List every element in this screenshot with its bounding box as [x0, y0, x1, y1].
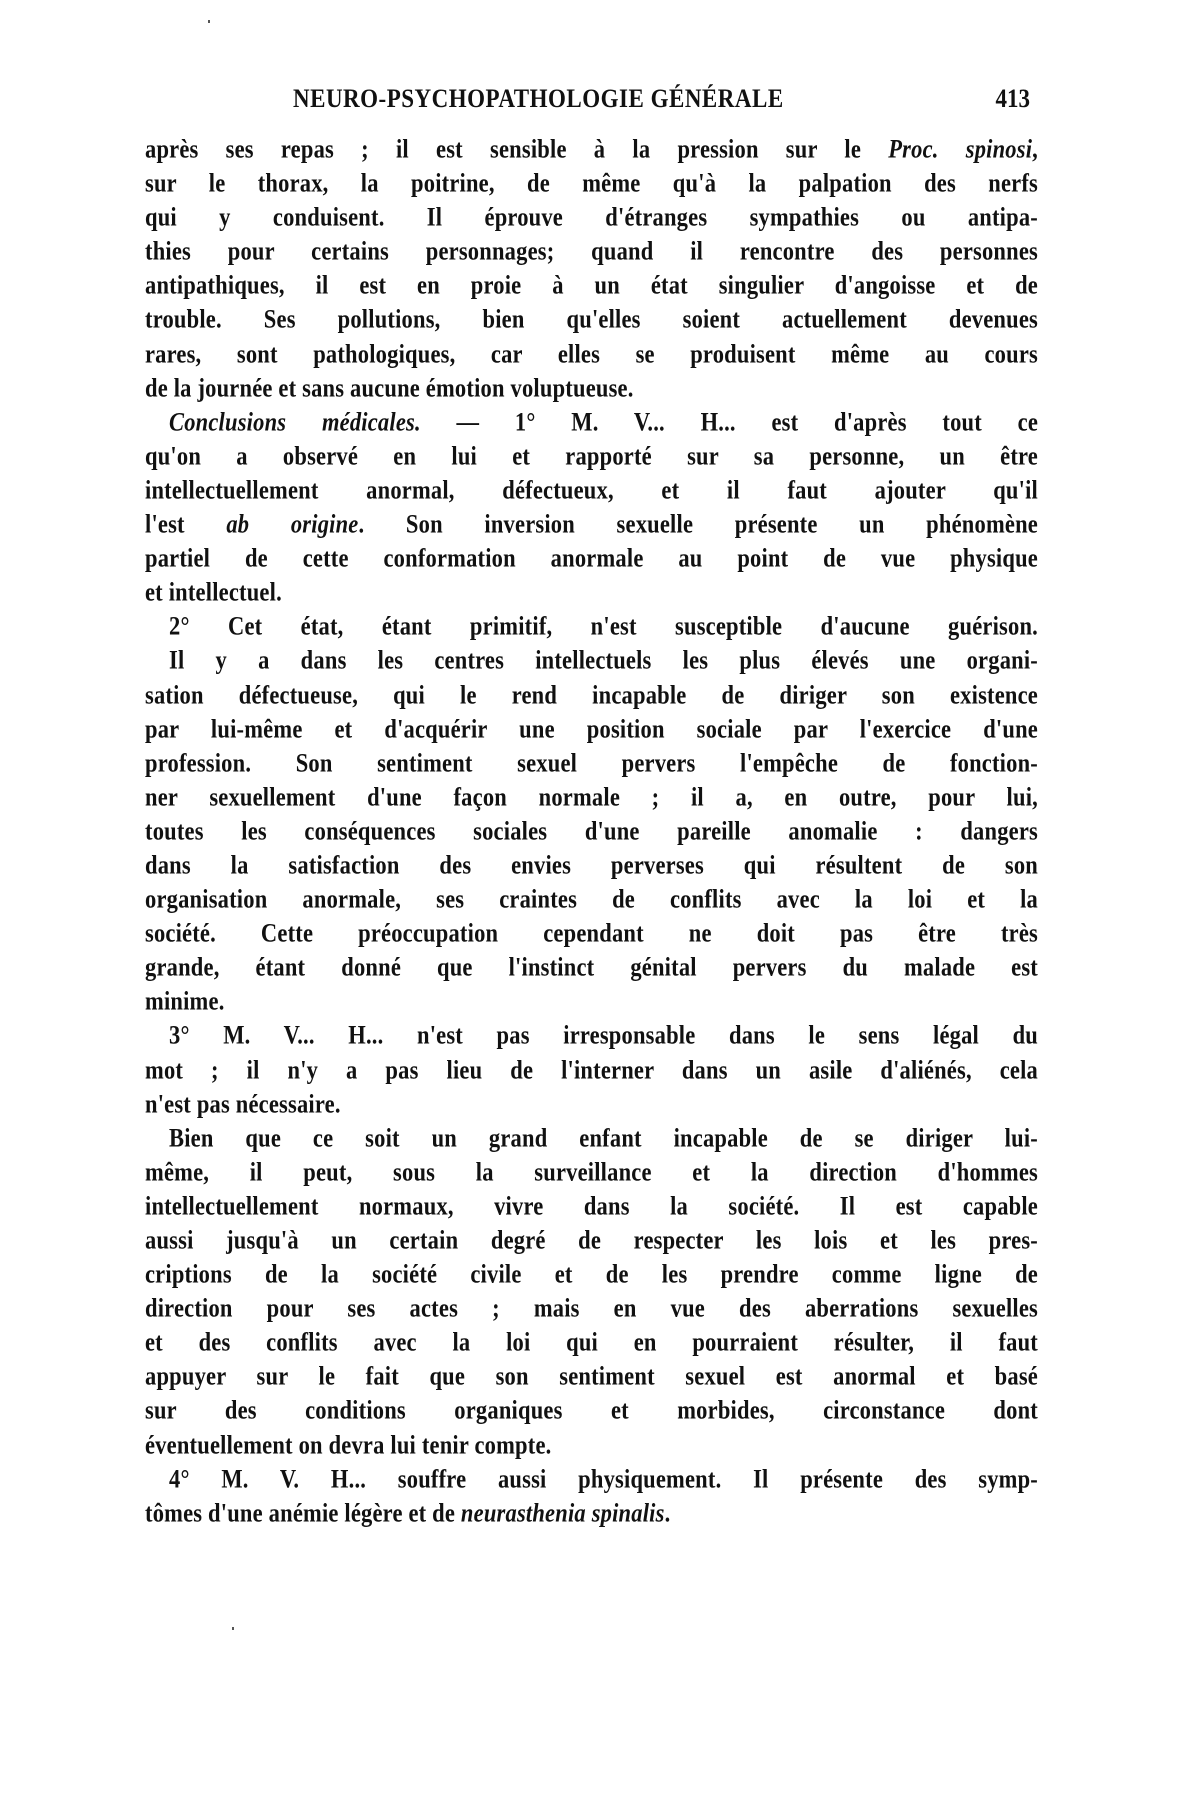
text-segment: et intellectuel. — [145, 576, 282, 607]
text-segment: direction pour ses actes ; mais en vue des aberrations sexuelles — [145, 1292, 1038, 1323]
text-segment: rares, sont pathologiques, car elles se produisent même au cours — [145, 338, 1038, 368]
text-segment: toutes les conséquences sociales d'une pareille anomalie : dangers — [145, 815, 1038, 846]
text-segment: et des conflits avec la loi qui en pourraient résulter, il faut — [145, 1326, 1038, 1357]
text-segment: société. Cette préoccupation cependant ne doit pas être très — [145, 917, 1038, 948]
running-title: NEURO-PSYCHOPATHOLOGIE GÉNÉRALE — [293, 84, 784, 113]
text-segment: 3° M. V... H... n'est pas irresponsable dans le sens légal du — [169, 1020, 1038, 1050]
scan-speck — [208, 20, 210, 23]
text-segment: aussi jusqu'à un certain degré de respecter les lois et les pres- — [145, 1224, 1038, 1255]
text-segment: antipathiques, il est en proie à un état singulier d'angoisse et de — [145, 270, 1038, 300]
text-segment: qu'on a observé en lui et rapporté sur sa personne, un être — [145, 440, 1038, 470]
page-header — [150, 84, 1030, 114]
text-segment: criptions de la société civile et de les prendre comme ligne de — [145, 1258, 1038, 1289]
text-segment: Bien que ce soit un grand enfant incapable de se diriger lui- — [169, 1122, 1038, 1152]
text-segment: trouble. Ses pollutions, bien qu'elles soient actuellement devenues — [145, 304, 1038, 334]
text-segment: mot ; il n'y a pas lieu de l'interner dans un asile d'aliénés, cela — [145, 1054, 1038, 1084]
text-segment: par lui-même et d'acquérir une position sociale par l'exercice d'une — [145, 713, 1038, 743]
text-segment: grande, étant donné que l'instinct génital pervers du malade est — [145, 951, 1038, 982]
italic-text: neurasthenia spinalis — [460, 1497, 665, 1527]
text-segment: , — [1032, 133, 1038, 164]
text-segment: ner sexuellement d'une façon normale ; il a, en outre, pour lui, — [145, 781, 1038, 811]
text-segment: — 1° M. V... H... est d'après tout ce — [420, 406, 1038, 436]
text-segment: éventuellement on devra lui tenir compte. — [145, 1429, 552, 1459]
text-segment: minime. — [145, 985, 225, 1016]
text-segment: sur des conditions organiques et morbides, circonstance dont — [145, 1395, 1038, 1425]
text-segment: thies pour certains personnages; quand il rencontre des personnes — [145, 235, 1038, 266]
italic-text: Proc. spinosi — [888, 133, 1033, 164]
body-text — [145, 132, 1038, 1530]
text-line — [145, 1493, 1038, 1533]
text-segment: qui y conduisent. Il éprouve d'étranges sympathies ou antipa- — [145, 201, 1038, 232]
text-segment: intellectuellement anormal, défectueux, et il faut ajouter qu'il — [145, 474, 1038, 505]
text-segment: 4° M. V. H... souffre aussi physiquement. Il présente des symp- — [169, 1463, 1038, 1493]
page-number: 413 — [995, 84, 1030, 113]
text-segment: de la journée et sans aucune émotion voluptueuse. — [145, 372, 634, 402]
text-segment: profession. Son sentiment sexuel pervers l'empêche de fonction- — [145, 747, 1038, 777]
text-segment: Il y a dans les centres intellectuels les plus élevés une organi- — [169, 645, 1038, 675]
text-segment: appuyer sur le fait que son sentiment sexuel est anormal et basé — [145, 1361, 1038, 1391]
text-segment: sation défectueuse, qui le rend incapable de diriger son existence — [145, 679, 1038, 709]
text-segment: dans la satisfaction des envies perverses qui résultent de son — [145, 849, 1038, 880]
text-segment: . — [664, 1497, 671, 1527]
italic-text: Conclusions médicales. — [169, 406, 421, 436]
text-segment: tômes d'une anémie légère et de — [145, 1497, 461, 1527]
text-segment: n'est pas nécessaire. — [145, 1088, 341, 1118]
scan-speck — [232, 1627, 234, 1630]
text-segment: même, il peut, sous la surveillance et la direction d'hommes — [145, 1156, 1038, 1186]
text-segment: . Son inversion sexuelle présente un phénomène — [358, 508, 1038, 539]
text-segment: l'est — [145, 508, 227, 539]
text-segment: sur le thorax, la poitrine, de même qu'à la palpation des nerfs — [145, 167, 1038, 198]
italic-text: ab origine — [226, 508, 359, 539]
text-segment: après ses repas ; il est sensible à la pression sur le — [145, 133, 889, 164]
text-segment: partiel de cette conformation anormale au point de vue physique — [145, 542, 1038, 573]
text-segment: organisation anormale, ses craintes de conflits avec la loi et la — [145, 883, 1038, 914]
text-segment: intellectuellement normaux, vivre dans la société. Il est capable — [145, 1190, 1038, 1221]
text-segment: 2° Cet état, étant primitif, n'est susceptible d'aucune guérison. — [169, 610, 1038, 641]
